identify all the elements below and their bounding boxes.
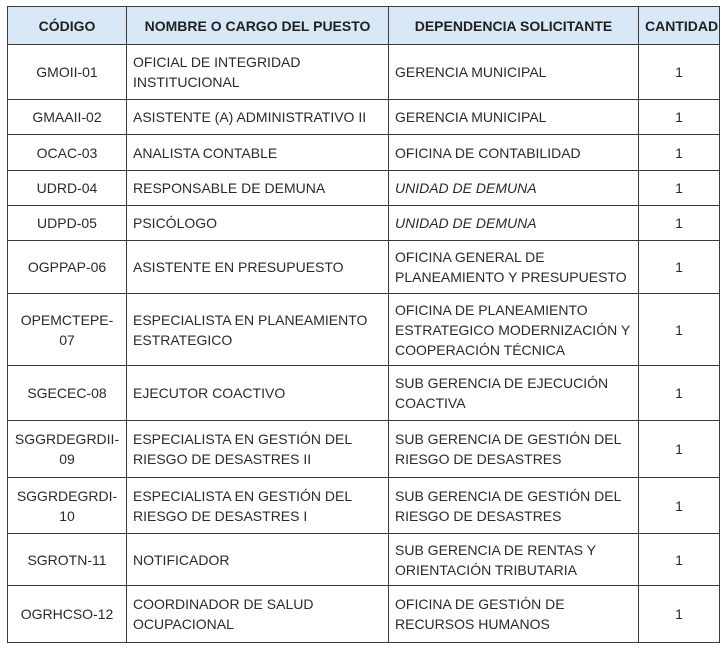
cell-cantidad: 1: [639, 45, 720, 100]
cell-puesto: ESPECIALISTA EN PLANEAMIENTO ESTRATEGICO: [127, 294, 389, 366]
header-cantidad: CANTIDAD: [639, 7, 720, 45]
table-row: [8, 100, 720, 135]
cell-codigo: SGROTN-11: [8, 534, 127, 586]
cell-codigo: OPEMCTEPE-07: [8, 294, 127, 366]
cell-codigo: UDRD-04: [8, 171, 127, 206]
cell-puesto: ASISTENTE (A) ADMINISTRATIVO II: [127, 100, 389, 135]
table-row: [8, 478, 720, 534]
cell-dependencia: OFICINA DE CONTABILIDAD: [389, 135, 639, 171]
table-row: [8, 534, 720, 586]
cell-cantidad: 1: [639, 421, 720, 478]
header-row: [8, 7, 720, 45]
cell-dependencia: OFICINA DE GESTIÓN DE RECURSOS HUMANOS: [389, 586, 639, 643]
cell-puesto: COORDINADOR DE SALUD OCUPACIONAL: [127, 586, 389, 643]
table-row: [8, 294, 720, 366]
cell-puesto: ESPECIALISTA EN GESTIÓN DEL RIESGO DE DESASTRES I: [127, 478, 389, 534]
cell-cantidad: 1: [639, 478, 720, 534]
cell-codigo: OCAC-03: [8, 135, 127, 171]
cell-codigo: GMAAII-02: [8, 100, 127, 135]
cell-codigo: OGPPAP-06: [8, 241, 127, 294]
cell-codigo: SGGRDEGRDII-09: [8, 421, 127, 478]
header-dependencia: DEPENDENCIA SOLICITANTE: [389, 7, 639, 45]
cell-puesto: ESPECIALISTA EN GESTIÓN DEL RIESGO DE DESASTRES II: [127, 421, 389, 478]
header-puesto: NOMBRE O CARGO DEL PUESTO: [127, 7, 389, 45]
cell-dependencia: OFICINA GENERAL DE PLANEAMIENTO Y PRESUPUESTO: [389, 241, 639, 294]
puestos-table: [7, 6, 720, 643]
table-row: [8, 586, 720, 643]
cell-dependencia: UNIDAD DE DEMUNA: [389, 206, 639, 241]
table-row: [8, 45, 720, 100]
cell-cantidad: 1: [639, 171, 720, 206]
table-row: [8, 366, 720, 421]
cell-codigo: SGECEC-08: [8, 366, 127, 421]
table-row: [8, 241, 720, 294]
cell-dependencia: SUB GERENCIA DE GESTIÓN DEL RIESGO DE DESASTRES: [389, 421, 639, 478]
table-row: [8, 206, 720, 241]
cell-cantidad: 1: [639, 100, 720, 135]
cell-dependencia: GERENCIA MUNICIPAL: [389, 100, 639, 135]
cell-cantidad: 1: [639, 586, 720, 643]
cell-puesto: ASISTENTE EN PRESUPUESTO: [127, 241, 389, 294]
cell-dependencia: OFICINA DE PLANEAMIENTO ESTRATEGICO MODERNIZACIÓN Y COOPERACIÓN TÉCNICA: [389, 294, 639, 366]
cell-cantidad: 1: [639, 366, 720, 421]
table-row: [8, 421, 720, 478]
header-codigo: CÓDIGO: [8, 7, 127, 45]
cell-puesto: OFICIAL DE INTEGRIDAD INSTITUCIONAL: [127, 45, 389, 100]
cell-dependencia: SUB GERENCIA DE RENTAS Y ORIENTACIÓN TRIBUTARIA: [389, 534, 639, 586]
cell-dependencia: GERENCIA MUNICIPAL: [389, 45, 639, 100]
table-row: [8, 171, 720, 206]
cell-puesto: PSICÓLOGO: [127, 206, 389, 241]
cell-codigo: GMOII-01: [8, 45, 127, 100]
cell-cantidad: 1: [639, 206, 720, 241]
cell-cantidad: 1: [639, 294, 720, 366]
cell-dependencia: SUB GERENCIA DE GESTIÓN DEL RIESGO DE DESASTRES: [389, 478, 639, 534]
cell-puesto: ANALISTA CONTABLE: [127, 135, 389, 171]
cell-puesto: EJECUTOR COACTIVO: [127, 366, 389, 421]
cell-puesto: RESPONSABLE DE DEMUNA: [127, 171, 389, 206]
cell-cantidad: 1: [639, 241, 720, 294]
cell-cantidad: 1: [639, 135, 720, 171]
cell-dependencia: UNIDAD DE DEMUNA: [389, 171, 639, 206]
cell-codigo: OGRHCSO-12: [8, 586, 127, 643]
table-row: [8, 135, 720, 171]
cell-codigo: SGGRDEGRDI-10: [8, 478, 127, 534]
cell-dependencia: SUB GERENCIA DE EJECUCIÓN COACTIVA: [389, 366, 639, 421]
cell-codigo: UDPD-05: [8, 206, 127, 241]
cell-cantidad: 1: [639, 534, 720, 586]
cell-puesto: NOTIFICADOR: [127, 534, 389, 586]
